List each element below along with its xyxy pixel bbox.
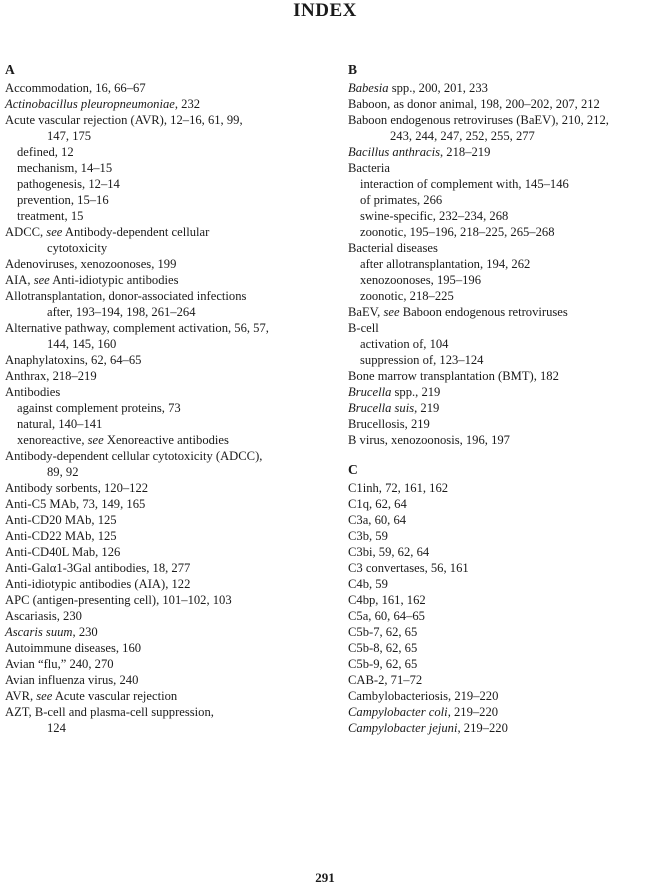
index-entry: Babesia spp., 200, 201, 233 bbox=[348, 81, 488, 95]
index-entry: C3b, 59 bbox=[348, 529, 388, 543]
index-subentry: mechanism, 14–15 bbox=[17, 161, 113, 175]
index-entry: Anthrax, 218–219 bbox=[5, 369, 97, 383]
index-entry: Bacteria bbox=[348, 161, 390, 175]
index-entry: C4bp, 161, 162 bbox=[348, 593, 426, 607]
index-subentry: against complement proteins, 73 bbox=[17, 401, 181, 415]
index-entry: C1inh, 72, 161, 162 bbox=[348, 481, 449, 495]
index-entry: Antibody-dependent cellular cytotoxicity (ADCC), bbox=[5, 449, 263, 463]
index-entry: B-cell bbox=[348, 321, 379, 335]
index-entry: Ascariasis, 230 bbox=[5, 609, 82, 623]
index-subentry: zoonotic, 218–225 bbox=[360, 289, 454, 303]
index-entry: AVR, see Acute vascular rejection bbox=[5, 689, 178, 703]
index-entry: Bone marrow transplantation (BMT), 182 bbox=[348, 369, 559, 383]
index-entry: Actinobacillus pleuropneumoniae, 232 bbox=[5, 97, 201, 111]
index-entry: C4b, 59 bbox=[348, 577, 388, 591]
index-entry: Baboon endogenous retroviruses (BaEV), 210, 212, bbox=[348, 113, 609, 127]
section-heading-b: B bbox=[348, 62, 358, 77]
index-entry: Brucella spp., 219 bbox=[348, 385, 441, 399]
index-subentry: natural, 140–141 bbox=[17, 417, 103, 431]
index-entry: Avian “flu,” 240, 270 bbox=[5, 657, 114, 671]
index-subentry: after allotransplantation, 194, 262 bbox=[360, 257, 531, 271]
index-entry: B virus, xenozoonosis, 196, 197 bbox=[348, 433, 510, 447]
index-entry: C3a, 60, 64 bbox=[348, 513, 407, 527]
index-subentry: zoonotic, 195–196, 218–225, 265–268 bbox=[360, 225, 555, 239]
section-heading-a: A bbox=[5, 62, 15, 77]
index-entry: Anti-CD40L Mab, 126 bbox=[5, 545, 121, 559]
index-entry: Accommodation, 16, 66–67 bbox=[5, 81, 146, 95]
index-entry: Baboon, as donor animal, 198, 200–202, 207, 212 bbox=[348, 97, 600, 111]
index-entry: ADCC, see Antibody-dependent cellular bbox=[5, 225, 210, 239]
index-entry: C5b-7, 62, 65 bbox=[348, 625, 418, 639]
index-entry: Anti-idiotypic antibodies (AIA), 122 bbox=[5, 577, 191, 591]
index-entry: Autoimmune diseases, 160 bbox=[5, 641, 142, 655]
index-entry: Alternative pathway, complement activation, 56, 57, bbox=[5, 321, 269, 335]
index-subentry: prevention, 15–16 bbox=[17, 193, 109, 207]
index-entry: CAB-2, 71–72 bbox=[348, 673, 423, 687]
index-subentry: xenozoonoses, 195–196 bbox=[360, 273, 482, 287]
index-entry: Campylobacter coli, 219–220 bbox=[348, 705, 499, 719]
index-entry: Antibodies bbox=[5, 385, 61, 399]
index-entry: C3bi, 59, 62, 64 bbox=[348, 545, 430, 559]
index-entry: Antibody sorbents, 120–122 bbox=[5, 481, 149, 495]
index-entry-continuation: 124 bbox=[47, 721, 66, 735]
index-entry: Anti-C5 MAb, 73, 149, 165 bbox=[5, 497, 146, 511]
index-entry: Adenoviruses, xenozoonoses, 199 bbox=[5, 257, 177, 271]
index-entry: Cambylobacteriosis, 219–220 bbox=[348, 689, 499, 703]
index-subentry: interaction of complement with, 145–146 bbox=[360, 177, 569, 191]
index-entry: Allotransplantation, donor-associated infections bbox=[5, 289, 247, 303]
index-subentry: activation of, 104 bbox=[360, 337, 449, 351]
index-subentry: defined, 12 bbox=[17, 145, 74, 159]
section-spacer bbox=[348, 448, 648, 462]
index-subentry: suppression of, 123–124 bbox=[360, 353, 484, 367]
index-entry: Bacillus anthracis, 218–219 bbox=[348, 145, 491, 159]
index-subentry: of primates, 266 bbox=[360, 193, 443, 207]
index-entry: AZT, B-cell and plasma-cell suppression, bbox=[5, 705, 214, 719]
index-entry-continuation: 89, 92 bbox=[47, 465, 79, 479]
index-entry: Anti-Galα1-3Gal antibodies, 18, 277 bbox=[5, 561, 191, 575]
index-entry: C3 convertases, 56, 161 bbox=[348, 561, 469, 575]
index-entry: C5b-8, 62, 65 bbox=[348, 641, 418, 655]
index-entry-continuation: 243, 244, 247, 252, 255, 277 bbox=[390, 129, 535, 143]
index-subentry: swine-specific, 232–234, 268 bbox=[360, 209, 509, 223]
index-entry-continuation: cytotoxicity bbox=[47, 241, 108, 255]
index-entry-continuation: after, 193–194, 198, 261–264 bbox=[47, 305, 196, 319]
index-entry: Anti-CD22 MAb, 125 bbox=[5, 529, 117, 543]
index-entry: Anaphylatoxins, 62, 64–65 bbox=[5, 353, 142, 367]
index-entry-continuation: 147, 175 bbox=[47, 129, 92, 143]
index-entry: Acute vascular rejection (AVR), 12–16, 61, 99, bbox=[5, 113, 243, 127]
index-entry: C5b-9, 62, 65 bbox=[348, 657, 418, 671]
index-subentry: xenoreactive, see Xenoreactive antibodies bbox=[17, 433, 229, 447]
index-entry-continuation: 144, 145, 160 bbox=[47, 337, 117, 351]
index-entry: Brucella suis, 219 bbox=[348, 401, 440, 415]
index-subentry: pathogenesis, 12–14 bbox=[17, 177, 120, 191]
page-title: INDEX bbox=[293, 0, 357, 21]
index-entry: C1q, 62, 64 bbox=[348, 497, 407, 511]
index-column-left bbox=[5, 62, 325, 736]
index-column-right bbox=[348, 62, 648, 736]
index-entry: C5a, 60, 64–65 bbox=[348, 609, 425, 623]
index-entry: Ascaris suum, 230 bbox=[5, 625, 98, 639]
index-entry: Anti-CD20 MAb, 125 bbox=[5, 513, 117, 527]
page-number: 291 bbox=[315, 870, 335, 885]
index-entry: Avian influenza virus, 240 bbox=[5, 673, 139, 687]
index-entry: BaEV, see Baboon endogenous retroviruses bbox=[348, 305, 568, 319]
index-entry: Campylobacter jejuni, 219–220 bbox=[348, 721, 508, 735]
index-subentry: treatment, 15 bbox=[17, 209, 84, 223]
index-entry: Bacterial diseases bbox=[348, 241, 438, 255]
section-heading-c: C bbox=[348, 462, 358, 477]
index-entry: APC (antigen-presenting cell), 101–102, 103 bbox=[5, 593, 232, 607]
index-entry: AIA, see Anti-idiotypic antibodies bbox=[5, 273, 179, 287]
index-entry: Brucellosis, 219 bbox=[348, 417, 430, 431]
